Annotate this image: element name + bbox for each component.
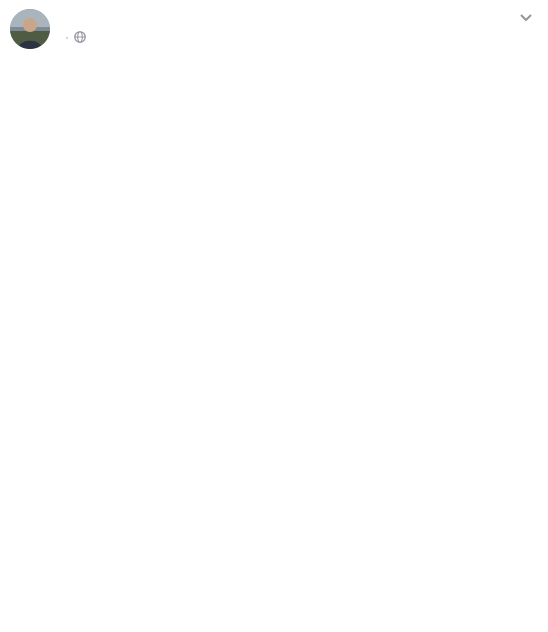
post-options-button[interactable]: [514, 8, 538, 28]
avatar[interactable]: [10, 9, 50, 49]
avatar-photo: [10, 9, 50, 49]
chevron-down-icon: [520, 9, 532, 27]
post-header: [0, 0, 548, 54]
meta-separator: ·: [65, 30, 69, 44]
post-meta: [60, 30, 86, 44]
globe-icon: [74, 31, 86, 43]
